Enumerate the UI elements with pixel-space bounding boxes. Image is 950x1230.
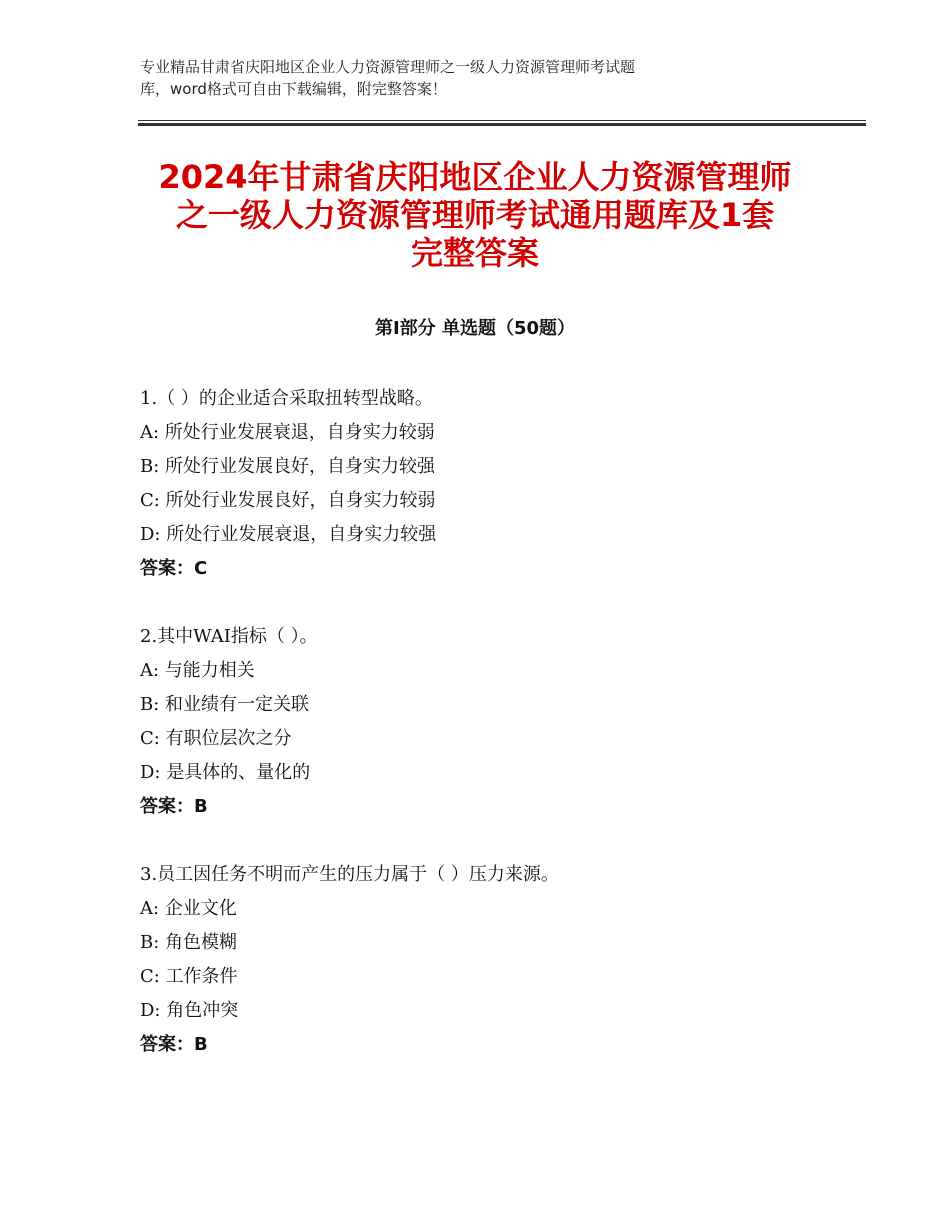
option-c: C: 有职位层次之分 — [140, 728, 292, 749]
option-d: D: 是具体的、量化的 — [140, 762, 311, 783]
option-b: B: 角色模糊 — [140, 932, 238, 953]
answer: 答案：C — [140, 558, 208, 579]
question-stem: 1.（ ）的企业适合采取扭转型战略。 — [140, 388, 433, 409]
header-divider-thin — [138, 120, 866, 121]
option-d: D: 角色冲突 — [140, 1000, 239, 1021]
header-note — [140, 56, 780, 100]
option-b: B: 所处行业发展良好，自身实力较强 — [140, 456, 436, 477]
question-list — [140, 382, 840, 1096]
option-c: C: 所处行业发展良好，自身实力较弱 — [140, 490, 436, 511]
question-stem: 3.员工因任务不明而产生的压力属于（ ）压力来源。 — [140, 864, 559, 885]
answer: 答案：B — [140, 796, 208, 817]
option-a: A: 与能力相关 — [140, 660, 255, 681]
document-title-line-2: 之一级人力资源管理师考试通用题库及1套 — [175, 196, 775, 234]
question-stem: 2.其中WAI指标（ ）。 — [140, 626, 318, 647]
option-c: C: 工作条件 — [140, 966, 238, 987]
question-3 — [140, 858, 840, 1062]
option-d: D: 所处行业发展衰退，自身实力较强 — [140, 524, 437, 545]
answer: 答案：B — [140, 1034, 208, 1055]
section-heading: 第Ⅰ部分 单选题（50题） — [374, 318, 575, 339]
document-title-line-1: 2024年甘肃省庆阳地区企业人力资源管理师 — [158, 158, 792, 196]
option-a: A: 所处行业发展衰退，自身实力较弱 — [140, 422, 435, 443]
header-note-line-1: 专业精品甘肃省庆阳地区企业人力资源管理师之一级人力资源管理师考试题 — [140, 58, 636, 76]
question-1 — [140, 382, 840, 586]
document-title-line-3: 完整答案 — [410, 234, 539, 272]
header-divider-thick — [138, 123, 866, 126]
header-note-line-2: 库，word格式可自由下载编辑，附完整答案！ — [140, 80, 447, 98]
question-2 — [140, 620, 840, 824]
option-a: A: 企业文化 — [140, 898, 237, 919]
option-b: B: 和业绩有一定关联 — [140, 694, 310, 715]
document-title — [100, 158, 850, 272]
